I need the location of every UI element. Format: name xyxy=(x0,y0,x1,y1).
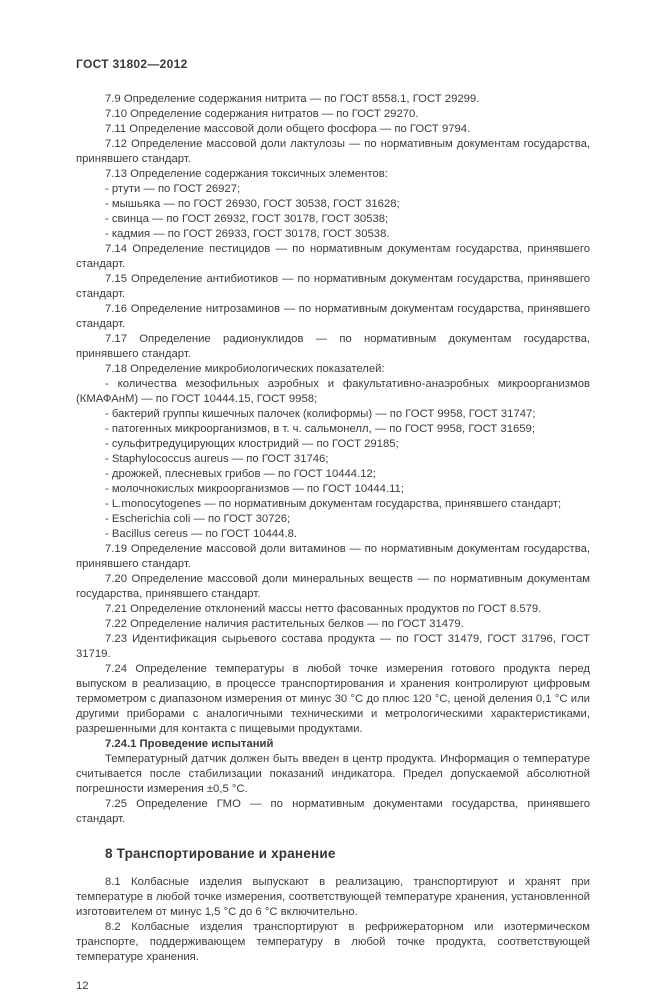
subsection-heading: 7.24.1 Проведение испытаний xyxy=(105,738,274,750)
paragraph: - дрожжей, плесневых грибов — по ГОСТ 10444.12; xyxy=(105,468,376,480)
paragraph: 7.25 Определение ГМО — по нормативным документами государства, принявшего стандарт. xyxy=(76,798,590,825)
paragraph: - свинца — по ГОСТ 26932, ГОСТ 30178, ГОСТ 30538; xyxy=(105,213,389,225)
paragraph: 7.11 Определение массовой доли общего фосфора — по ГОСТ 9794. xyxy=(105,123,471,135)
document-header: ГОСТ 31802—2012 xyxy=(76,57,188,71)
paragraph: - Bacillus cereus — по ГОСТ 10444.8. xyxy=(105,528,298,540)
paragraph: - Escherichia coli — по ГОСТ 30726; xyxy=(105,513,291,525)
paragraph: - L.monocytogenes — по нормативным документам государства, принявшего стандарт; xyxy=(105,498,562,510)
paragraph: - мышьяка — по ГОСТ 26930, ГОСТ 30538, ГОСТ 31628; xyxy=(105,198,400,210)
paragraph: 7.22 Определение наличия растительных белков — по ГОСТ 31479. xyxy=(105,618,464,630)
document-page xyxy=(76,57,590,994)
paragraph: 7.9 Определение содержания нитрита — по ГОСТ 8558.1, ГОСТ 29299. xyxy=(105,93,480,105)
paragraph: 7.15 Определение антибиотиков — по нормативным документам государства, принявшего стандарт. xyxy=(76,273,590,300)
paragraph: - патогенных микроорганизмов, в т. ч. сальмонелл, — по ГОСТ 9958, ГОСТ 31659; xyxy=(105,423,535,435)
paragraph: 7.13 Определение содержания токсичных элементов: xyxy=(105,168,388,180)
paragraph: 7.17 Определение радионуклидов — по нормативным документам государства, принявшего стандарт. xyxy=(76,333,590,360)
paragraph: - молочнокислых микроорганизмов — по ГОСТ 10444.11; xyxy=(105,483,404,495)
paragraph: - кадмия — по ГОСТ 26933, ГОСТ 30178, ГОСТ 30538. xyxy=(105,228,390,240)
paragraph: 7.18 Определение микробиологических показателей: xyxy=(105,363,385,375)
paragraph: 7.12 Определение массовой доли лактулозы — по нормативным документам государства, принявшего стандарт. xyxy=(76,138,590,165)
paragraph: 7.16 Определение нитрозаминов — по нормативным документам государства, принявшего стандарт. xyxy=(76,303,590,330)
section-heading: 8 Транспортирование и хранение xyxy=(105,846,336,861)
paragraph: - ртути — по ГОСТ 26927; xyxy=(105,183,241,195)
paragraph: 7.14 Определение пестицидов — по нормативным документам государства, принявшего стандарт. xyxy=(76,243,590,270)
paragraph: 7.24 Определение температуры в любой точке измерения готового продукта перед выпуском в реализацию, в процессе транспортирования и хранения контролируют цифровым термометром с диапазоном измерения от минус 30 °С до плюс 120 °С, ценой деления 0,1 °С или другими приборами с аналогичными техническими и метрологическими характеристиками, разрешенными для контакта с пищевыми продуктами. xyxy=(76,663,590,735)
paragraph: 7.20 Определение массовой доли минеральных веществ — по нормативным документам государства, принявшего стандарт. xyxy=(76,573,590,600)
paragraph: 8.1 Колбасные изделия выпускают в реализацию, транспортируют и хранят при температуре в любой точке измерения, соответствующей температуре хранения, установленной изготовителем от минус 1,5 °С до 6 °С включительно. xyxy=(76,876,590,918)
paragraph: Температурный датчик должен быть введен в центр продукта. Информация о температуре считывается после стабилизации показаний индикатора. Предел допускаемой абсолютной погрешности измерения ±0,5 °С. xyxy=(76,753,590,795)
paragraph: - сульфитредуцирующих клостридий — по ГОСТ 29185; xyxy=(105,438,399,450)
paragraph: 7.10 Определение содержания нитратов — по ГОСТ 29270. xyxy=(105,108,419,120)
paragraph: 8.2 Колбасные изделия транспортируют в рефрижераторном или изотермическом транспорте, поддерживающем температуру в любой точке продукта, соответствующей температуре хранения. xyxy=(76,921,590,963)
paragraph: 7.23 Идентификация сырьевого состава продукта — по ГОСТ 31479, ГОСТ 31796, ГОСТ 31719. xyxy=(76,633,590,660)
paragraph: 7.19 Определение массовой доли витаминов — по нормативным документам государства, принявшего стандарт. xyxy=(76,543,590,570)
paragraph: 7.21 Определение отклонений массы нетто фасованных продуктов по ГОСТ 8.579. xyxy=(105,603,542,615)
paragraph: - количества мезофильных аэробных и факультативно-анаэробных микроорганизмов (КМАФАнМ) — по ГОСТ 10444.15, ГОСТ 9958; xyxy=(76,378,590,405)
paragraph: - Staphylococcus aureus — по ГОСТ 31746; xyxy=(105,453,329,465)
document-body xyxy=(76,92,590,965)
paragraph: - бактерий группы кишечных палочек (колиформы) — по ГОСТ 9958, ГОСТ 31747; xyxy=(105,408,536,420)
page-number: 12 xyxy=(76,980,89,992)
